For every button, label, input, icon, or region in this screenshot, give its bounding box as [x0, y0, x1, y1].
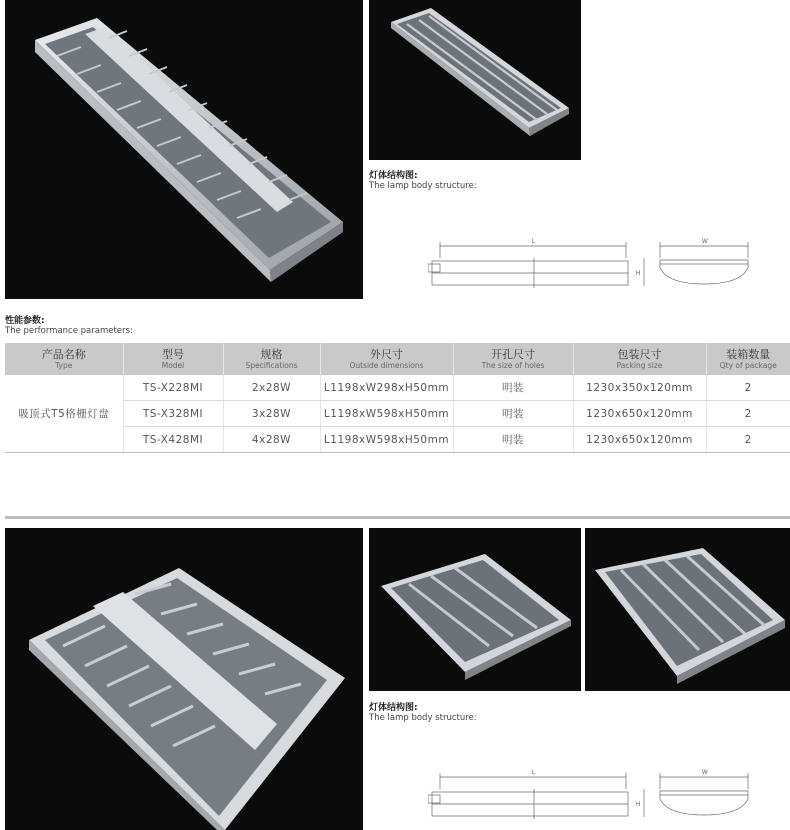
product-photo-square-troffer-3: [369, 528, 581, 691]
holes-cell: 明装: [453, 375, 573, 401]
product-photo-square-troffer-large: [5, 528, 363, 830]
troffer-illustration: [5, 0, 363, 299]
table-row: [5, 375, 790, 401]
product-photo-three-lamp-troffer: [369, 0, 581, 160]
outside-cell: L1198xW598xH50mm: [320, 401, 453, 427]
caption-chinese: 灯体结构图:: [369, 171, 418, 181]
model-cell: TS-X328MI: [123, 401, 223, 427]
troffer-illustration: [5, 528, 363, 830]
spec-cell: 3x28W: [223, 401, 320, 427]
packing-cell: 1230x650x120mm: [573, 427, 706, 453]
caption-english: The lamp body structure:: [369, 713, 477, 723]
height-label: H: [636, 271, 641, 277]
height-label: H: [636, 802, 641, 808]
section-divider: [5, 516, 790, 519]
qty-cell: 2: [706, 375, 790, 401]
packing-cell: 1230x350x120mm: [573, 375, 706, 401]
length-label: L: [532, 239, 536, 245]
spec-cell: 4x28W: [223, 427, 320, 453]
lamp-dimension-drawing-2: [428, 767, 758, 821]
holes-cell: 明装: [453, 401, 573, 427]
spec-cell: 2x28W: [223, 375, 320, 401]
performance-title-english: The performance parameters:: [5, 326, 133, 336]
outside-cell: L1198xW598xH50mm: [320, 427, 453, 453]
performance-parameters-title: [5, 316, 133, 336]
packing-cell: 1230x650x120mm: [573, 401, 706, 427]
width-label: W: [702, 239, 708, 245]
lamp-body-structure-caption: [369, 171, 477, 191]
product-photo-long-troffer: [5, 0, 363, 299]
header-type: 产品名称 Type: [5, 343, 123, 375]
header-packing-size: 包装尺寸 Packing size: [573, 343, 706, 375]
header-outside-dimensions: 外尺寸 Outside dimensions: [320, 343, 453, 375]
table-row: [5, 401, 790, 427]
table-row: [5, 427, 790, 453]
troffer-illustration: [585, 528, 790, 691]
model-cell: TS-X428MI: [123, 427, 223, 453]
header-hole-size: 开孔尺寸 The size of holes: [453, 343, 573, 375]
product-name-cell: 吸顶式T5格栅灯盘: [5, 375, 123, 453]
product-photo-square-troffer-4: [585, 528, 790, 691]
length-label: L: [532, 770, 536, 776]
lamp-dimension-drawing: [428, 236, 758, 290]
caption-chinese: 灯体结构图:: [369, 703, 418, 713]
qty-cell: 2: [706, 401, 790, 427]
model-cell: TS-X228MI: [123, 375, 223, 401]
header-specifications: 规格 Specifications: [223, 343, 320, 375]
troffer-illustration: [369, 528, 581, 691]
caption-english: The lamp body structure:: [369, 181, 477, 191]
width-label: W: [702, 770, 708, 776]
header-qty-package: 装箱数量 Qty of package: [706, 343, 790, 375]
performance-title-chinese: 性能参数:: [5, 316, 45, 326]
holes-cell: 明装: [453, 427, 573, 453]
table-header-row: [5, 343, 790, 375]
performance-table: [5, 343, 790, 453]
qty-cell: 2: [706, 427, 790, 453]
lamp-body-structure-caption-2: [369, 703, 477, 723]
outside-cell: L1198xW298xH50mm: [320, 375, 453, 401]
header-model: 型号 Model: [123, 343, 223, 375]
troffer-illustration: [369, 0, 581, 160]
